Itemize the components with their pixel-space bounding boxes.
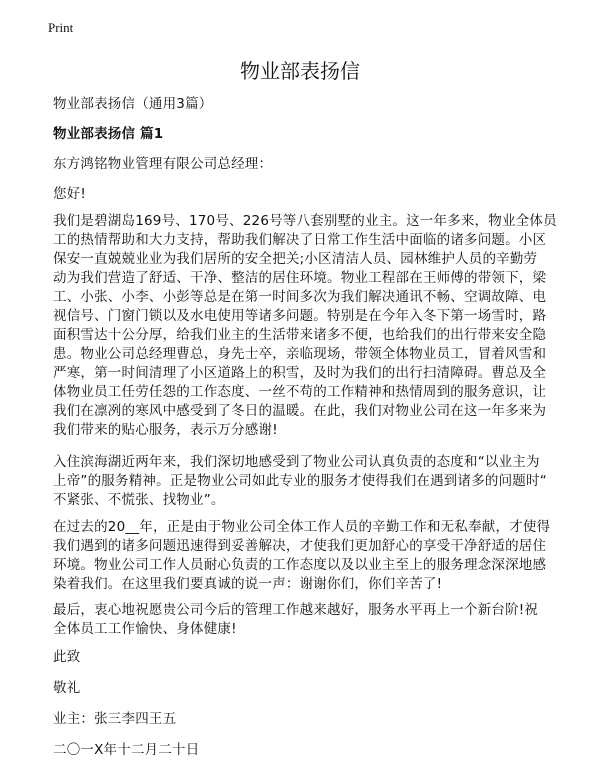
paragraph-1 <box>53 212 557 440</box>
signature: 业主：张三李四王五 <box>53 711 177 727</box>
salutation: 东方鸿铭物业管理有限公司总经理： <box>53 156 273 172</box>
paragraph-line: 我们是碧湖岛169号、170号、226号等八套别墅的业主。这一年多来，物业全体员 <box>53 213 557 229</box>
paragraph-line: 我们遇到的诸多问题迅速得到妥善解决，才使我们更加舒心的享受干净舒适的居住 <box>53 538 547 554</box>
paragraph-line: 在过去的20__年，正是由于物业公司全体工作人员的辛勤工作和无私奉献，才使得 <box>53 519 551 535</box>
paragraph-line: 上帝”的服务精神。正是物业公司如此专业的服务才使得我们在遇到诸多的问题时“ <box>53 473 547 489</box>
paragraph-2 <box>53 453 547 510</box>
paragraph-line: 动为我们营造了舒适、干净、整洁的居住环境。物业工程部在王师傅的带领下，梁 <box>53 270 547 286</box>
regards: 敬礼 <box>53 680 81 696</box>
paragraph-line: 我们在凛冽的寒风中感受到了冬日的温暖。在此，我们对物业公司在这一年多来为 <box>53 403 547 419</box>
paragraph-line: 面积雪达十公分厚，给我们业主的生活带来诸多不便，也给我们的出行带来安全隐 <box>53 327 547 343</box>
paragraph-line: 视信号、门窗门锁以及水电使用等诸多问题。特别是在今年入冬下第一场雪时，路 <box>53 308 547 324</box>
closing: 此致 <box>53 649 81 665</box>
print-link[interactable]: Print <box>48 20 74 35</box>
date: 二〇一X年十二月二十日 <box>53 742 200 758</box>
paragraph-line: 工的热情帮助和大力支持，帮助我们解决了日常工作生活中面临的诸多问题。小区 <box>53 232 547 248</box>
subtitle: 物业部表扬信（通用3篇） <box>53 96 213 112</box>
paragraph-line: 严寒，第一时间清理了小区道路上的积雪，及时为我们的出行扫清障碍。曹总及全 <box>53 365 547 381</box>
paragraph-line: 最后，衷心地祝愿贵公司今后的管理工作越来越好，服务水平再上一个新台阶!祝 <box>53 602 539 618</box>
paragraph-3 <box>53 518 550 594</box>
paragraph-line: 保安一直兢兢业业为我们居所的安全把关;小区清洁人员、园林维护人员的辛勤劳 <box>53 251 538 267</box>
paragraph-line: 体物业员工任劳任怨的工作态度、一丝不苟的工作精神和热情周到的服务意识，让 <box>53 384 547 400</box>
paragraph-line: 入住滨海湖近两年来，我们深切地感受到了物业公司认真负责的态度和“以业主为 <box>53 454 540 470</box>
paragraph-line: 工、小张、小李、小彭等总是在第一时间多次为我们解决通讯不畅、空调故障、电 <box>53 289 547 305</box>
paragraph-line: 环境。物业公司工作人员耐心负责的工作态度以及以业主至上的服务理念深深地感 <box>53 557 547 573</box>
page-title: 物业部表扬信 <box>240 59 360 83</box>
section-heading: 物业部表扬信 篇1 <box>53 126 164 142</box>
paragraph-line: 患。物业公司总经理曹总，身先士卒，亲临现场，带领全体物业员工，冒着风雪和 <box>53 346 547 362</box>
paragraph-line: 我们带来的贴心服务，表示万分感谢! <box>53 422 278 438</box>
paragraph-line: 全体员工工作愉快、身体健康! <box>53 621 237 637</box>
paragraph-line: 不紧张、不慌张、找物业”。 <box>53 492 225 508</box>
paragraph-line: 染着我们。在这里我们要真诚的说一声：谢谢你们，你们辛苦了! <box>53 576 443 592</box>
greeting: 您好! <box>53 186 87 202</box>
paragraph-4 <box>53 601 538 639</box>
